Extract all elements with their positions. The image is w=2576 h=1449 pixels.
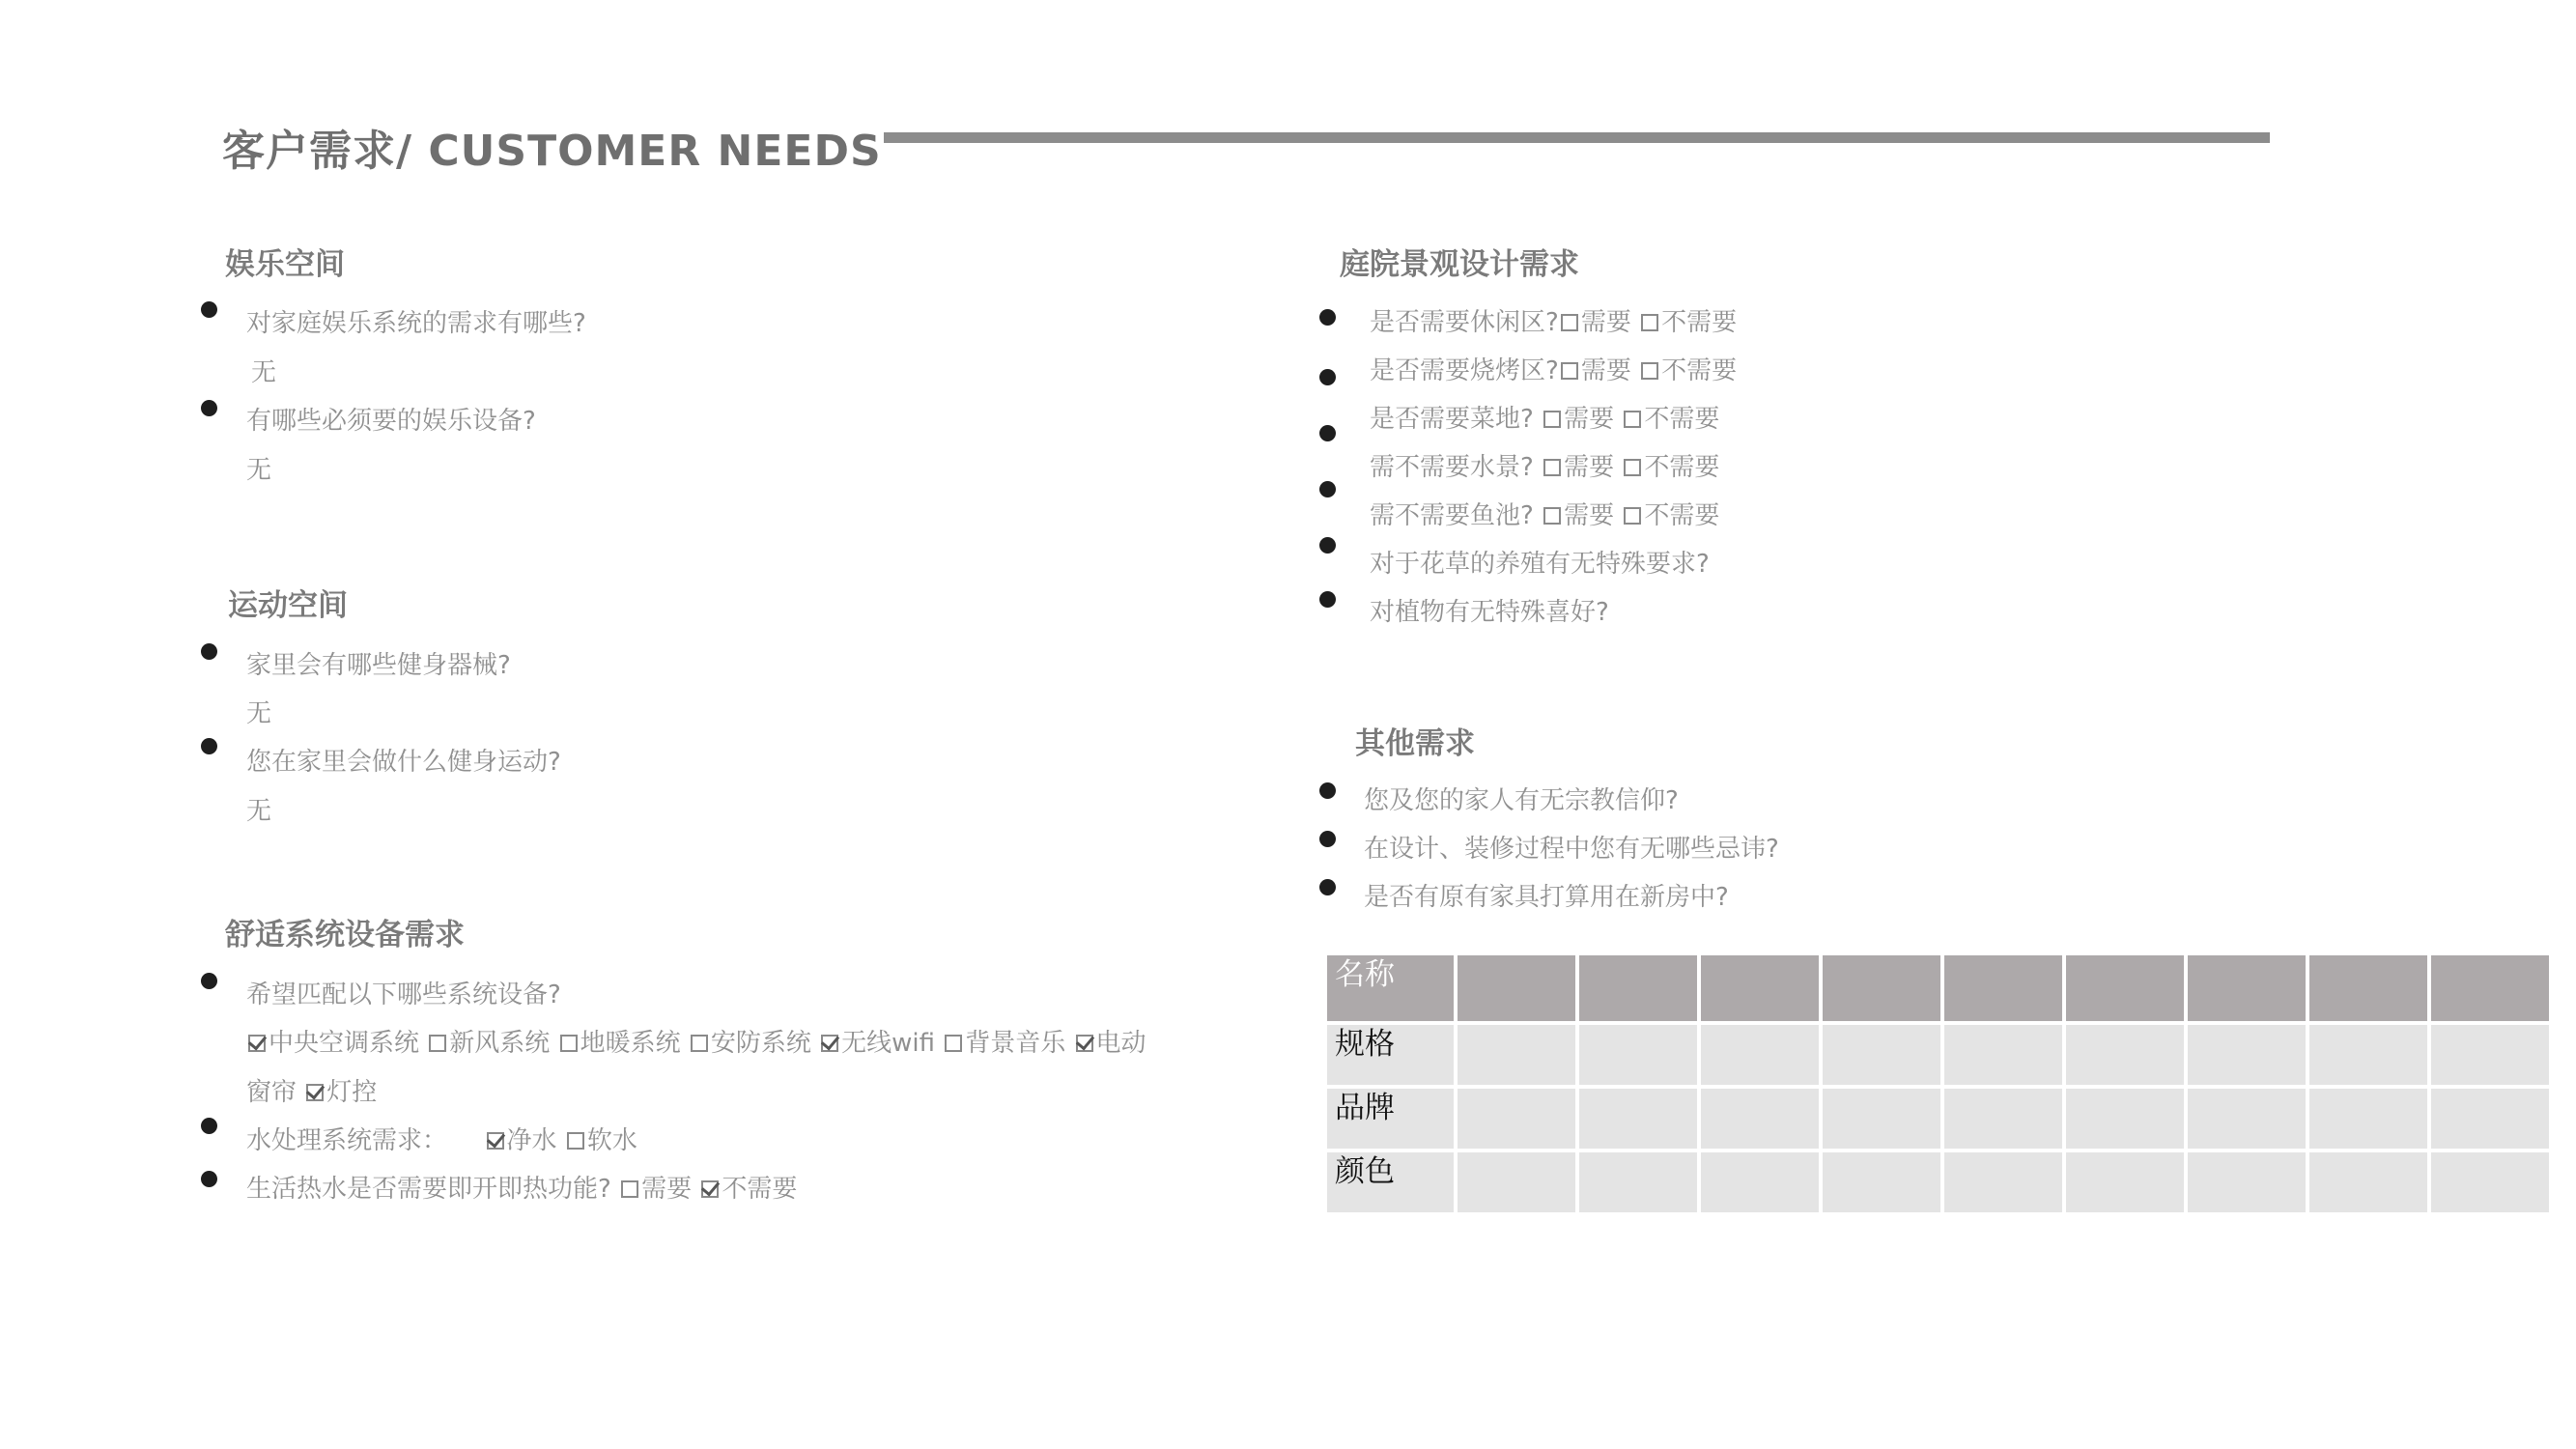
checkbox-icon[interactable] (1624, 507, 1641, 525)
question-water-feature (1370, 447, 1719, 483)
table-cell[interactable] (2188, 1025, 2306, 1085)
table-cell[interactable] (2188, 1089, 2306, 1149)
option-no-need: 不需要 (1661, 308, 1738, 337)
question-plant-preference: 对植物有无特殊喜好? (1370, 598, 1609, 627)
table-cell[interactable] (1944, 955, 2062, 1021)
bullet-icon (201, 738, 217, 754)
table-cell[interactable] (1823, 1152, 1940, 1212)
bullet-icon (1319, 309, 1336, 326)
question-hot-water (246, 1169, 797, 1205)
question-bbq-area (1370, 351, 1737, 386)
table-cell[interactable] (1701, 1089, 1819, 1149)
option-need: 需要 (1564, 453, 1615, 482)
answer-fitness-equipment: 无 (246, 699, 272, 728)
table-cell[interactable] (2309, 1089, 2427, 1149)
checkbox-checked-icon[interactable] (821, 1035, 838, 1052)
table-cell[interactable] (1458, 1152, 1575, 1212)
question-religion: 您及您的家人有无宗教信仰? (1364, 786, 1679, 815)
bullet-icon (1319, 537, 1336, 554)
checkbox-icon[interactable] (567, 1132, 584, 1150)
table-cell[interactable] (1701, 955, 1819, 1021)
option-floor-heating: 地暖系统 (580, 1029, 681, 1058)
table-cell[interactable] (2431, 1152, 2549, 1212)
table-cell[interactable] (1944, 1025, 2062, 1085)
answer-fitness-activity: 无 (246, 797, 272, 826)
table-cell[interactable] (2188, 955, 2306, 1021)
question-bbq-area-label: 是否需要烧烤区? (1370, 356, 1559, 385)
table-cell[interactable] (1823, 1025, 1940, 1085)
table-cell[interactable] (2188, 1152, 2306, 1212)
table-cell[interactable] (1944, 1152, 2062, 1212)
table-cell[interactable] (2066, 1025, 2184, 1085)
option-security: 安防系统 (710, 1029, 811, 1058)
bullet-icon (201, 1171, 217, 1187)
option-need: 需要 (1580, 356, 1631, 385)
checkbox-icon[interactable] (691, 1035, 708, 1052)
answer-entertainment-devices: 无 (246, 456, 272, 485)
table-cell[interactable] (2431, 955, 2549, 1021)
bullet-icon (1319, 782, 1336, 799)
option-water-soften: 软水 (586, 1126, 637, 1155)
table-cell[interactable] (1944, 1089, 2062, 1149)
question-taboos: 在设计、装修过程中您有无哪些忌讳? (1364, 835, 1779, 864)
table-cell[interactable] (2066, 955, 2184, 1021)
option-lighting-control: 灯控 (326, 1078, 378, 1107)
bullet-icon (201, 400, 217, 416)
checkbox-icon[interactable] (621, 1180, 638, 1198)
section-title-other: 其他需求 (1355, 726, 1475, 761)
option-wifi: 无线wifi (841, 1029, 935, 1058)
bullet-icon (1319, 831, 1336, 847)
question-fish-pond-label: 需不需要鱼池? (1370, 501, 1534, 530)
table-cell[interactable] (2309, 955, 2427, 1021)
question-flower-care: 对于花草的养殖有无特殊要求? (1370, 550, 1710, 579)
bullet-icon (1319, 369, 1336, 385)
bullet-icon (201, 301, 217, 318)
table-cell[interactable] (2066, 1089, 2184, 1149)
section-title-garden: 庭院景观设计需求 (1340, 247, 1579, 282)
question-system-devices: 希望匹配以下哪些系统设备? (246, 980, 561, 1009)
bullet-icon (201, 1118, 217, 1134)
checkbox-checked-icon[interactable] (487, 1132, 504, 1150)
table-row (1327, 1089, 2549, 1149)
option-electric-curtain: 电动 (1095, 1029, 1146, 1058)
page-title: 客户需求/ CUSTOMER NEEDS (222, 127, 882, 176)
question-fish-pond (1370, 496, 1719, 531)
table-cell[interactable] (1458, 1025, 1575, 1085)
section-title-entertainment: 娱乐空间 (225, 247, 345, 282)
row-label-color: 颜色 (1327, 1152, 1454, 1212)
question-vegetable-garden-label: 是否需要菜地? (1370, 405, 1534, 434)
bullet-icon (1319, 425, 1336, 441)
row-label-name: 名称 (1327, 955, 1454, 1021)
option-electric-curtain-cont: 窗帘 (246, 1078, 297, 1107)
row-label-spec: 规格 (1327, 1025, 1454, 1085)
checkbox-icon[interactable] (1543, 411, 1561, 428)
question-entertainment-system: 对家庭娱乐系统的需求有哪些? (246, 309, 586, 338)
option-need: 需要 (641, 1175, 693, 1204)
table-cell[interactable] (2309, 1025, 2427, 1085)
question-fitness-activity: 您在家里会做什么健身运动? (246, 748, 561, 777)
question-hot-water-label: 生活热水是否需要即开即热功能? (246, 1175, 611, 1204)
system-options-line-2 (246, 1072, 377, 1108)
option-no-need: 不需要 (1644, 501, 1720, 530)
option-no-need: 不需要 (1644, 405, 1720, 434)
table-cell[interactable] (1458, 955, 1575, 1021)
question-water-treatment-label: 水处理系统需求： (246, 1126, 448, 1155)
checkbox-icon[interactable] (945, 1035, 962, 1052)
checkbox-icon[interactable] (429, 1035, 446, 1052)
question-fitness-equipment: 家里会有哪些健身器械? (246, 651, 511, 680)
table-cell[interactable] (2066, 1152, 2184, 1212)
option-central-ac: 中央空调系统 (269, 1029, 420, 1058)
checkbox-icon[interactable] (1641, 362, 1658, 380)
table-row (1327, 955, 2549, 1021)
checkbox-checked-icon[interactable] (1076, 1035, 1093, 1052)
checkbox-icon[interactable] (1543, 459, 1561, 476)
question-entertainment-devices: 有哪些必须要的娱乐设备? (246, 407, 536, 436)
table-cell[interactable] (1579, 1152, 1697, 1212)
answer-entertainment-system: 无 (251, 358, 277, 387)
question-leisure-area-label: 是否需要休闲区? (1370, 308, 1559, 337)
furniture-spec-table (1323, 952, 2553, 1216)
option-background-music: 背景音乐 (965, 1029, 1066, 1058)
question-water-feature-label: 需不需要水景? (1370, 453, 1534, 482)
bullet-icon (1319, 591, 1336, 608)
option-need: 需要 (1564, 501, 1615, 530)
table-cell[interactable] (1823, 955, 1940, 1021)
option-no-need: 不需要 (1644, 453, 1720, 482)
checkbox-icon[interactable] (1561, 362, 1578, 380)
table-row (1327, 1152, 2549, 1212)
section-title-comfort-systems: 舒适系统设备需求 (225, 918, 465, 952)
table-cell[interactable] (1579, 955, 1697, 1021)
checkbox-icon[interactable] (1624, 459, 1641, 476)
checkbox-checked-icon[interactable] (306, 1084, 324, 1101)
system-options-line-1 (246, 1023, 1146, 1059)
table-row (1327, 1025, 2549, 1085)
checkbox-icon[interactable] (1624, 411, 1641, 428)
option-need: 需要 (1564, 405, 1615, 434)
question-vegetable-garden (1370, 399, 1719, 435)
bullet-icon (201, 973, 217, 989)
table-cell[interactable] (1701, 1025, 1819, 1085)
checkbox-icon[interactable] (1561, 314, 1578, 331)
table-cell[interactable] (2431, 1025, 2549, 1085)
table-cell[interactable] (1823, 1089, 1940, 1149)
bullet-icon (1319, 481, 1336, 497)
checkbox-icon[interactable] (1641, 314, 1658, 331)
question-water-treatment (246, 1121, 637, 1156)
table-cell[interactable] (1458, 1089, 1575, 1149)
option-no-need: 不需要 (722, 1175, 798, 1204)
option-water-purify: 净水 (506, 1126, 557, 1155)
checkbox-icon[interactable] (560, 1035, 578, 1052)
checkbox-icon[interactable] (1543, 507, 1561, 525)
table-cell[interactable] (2309, 1152, 2427, 1212)
section-title-sports: 运动空间 (228, 588, 348, 623)
checkbox-checked-icon[interactable] (701, 1180, 719, 1198)
row-label-brand: 品牌 (1327, 1089, 1454, 1149)
question-leisure-area (1370, 302, 1737, 338)
title-divider (884, 132, 2270, 143)
table-cell[interactable] (1579, 1025, 1697, 1085)
table-cell[interactable] (1701, 1152, 1819, 1212)
question-existing-furniture: 是否有原有家具打算用在新房中? (1364, 883, 1729, 912)
bullet-icon (201, 643, 217, 660)
bullet-icon (1319, 879, 1336, 895)
option-no-need: 不需要 (1661, 356, 1738, 385)
table-cell[interactable] (2431, 1089, 2549, 1149)
table-cell[interactable] (1579, 1089, 1697, 1149)
option-need: 需要 (1580, 308, 1631, 337)
checkbox-checked-icon[interactable] (248, 1035, 266, 1052)
option-fresh-air: 新风系统 (449, 1029, 551, 1058)
